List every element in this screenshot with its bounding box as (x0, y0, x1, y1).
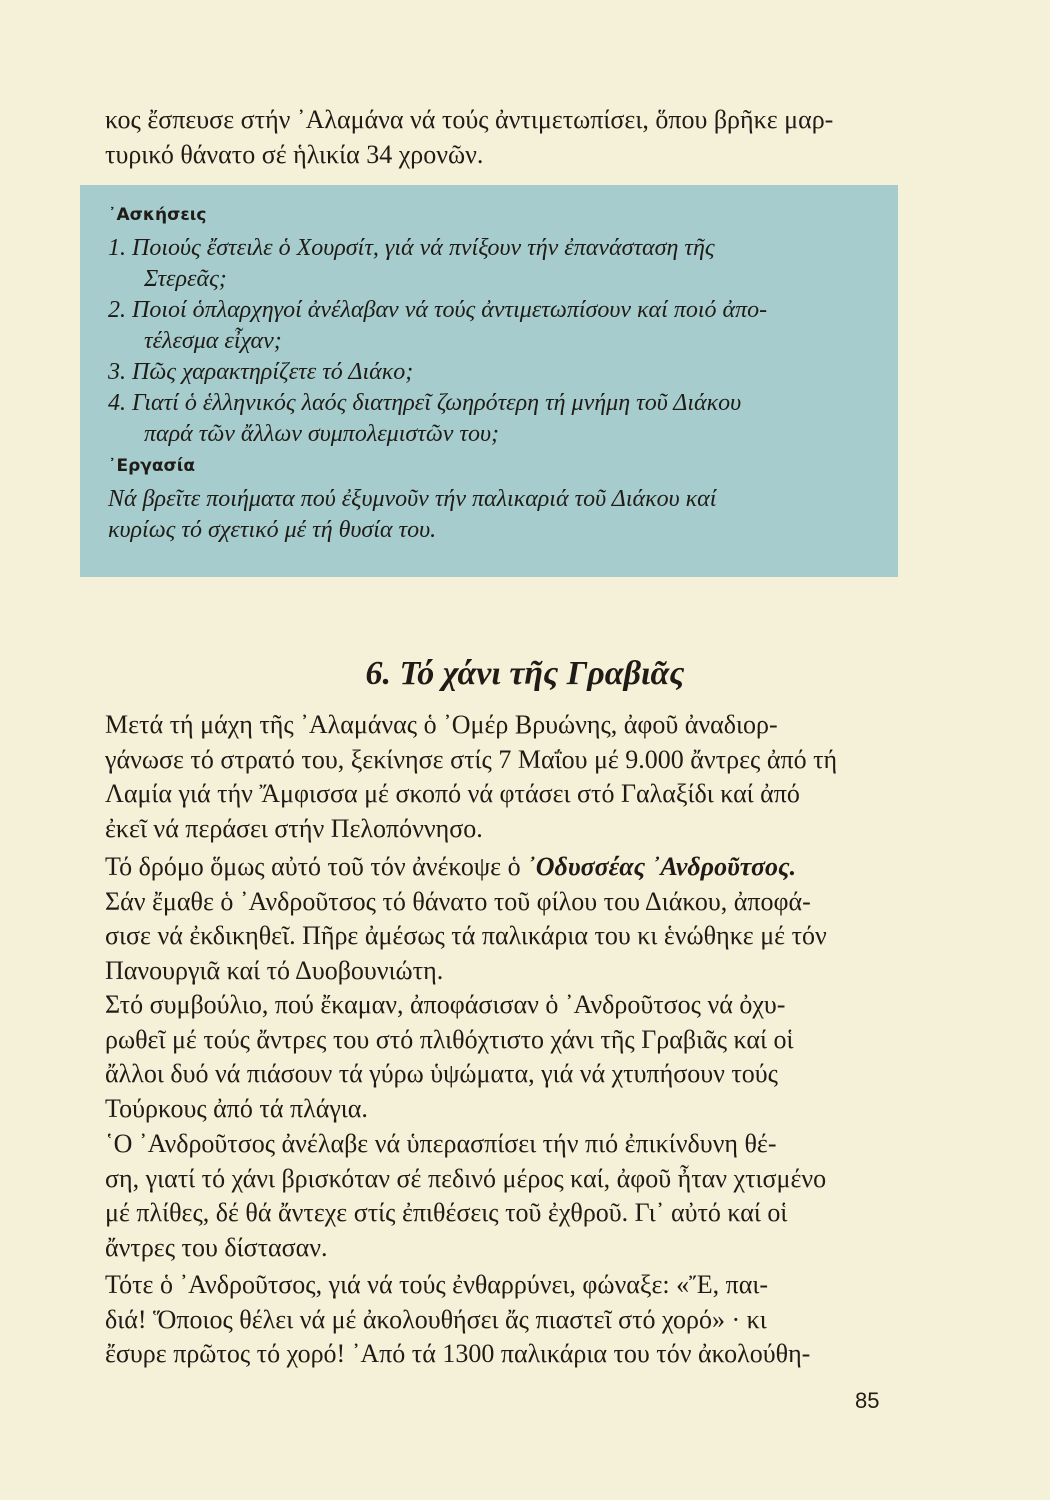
task-line: Νά βρεῖτε ποιήματα πού ἐξυμνοῦν τήν παλικαριά τοῦ Διάκου καί (108, 486, 717, 512)
text-line: τυρικό θάνατο σέ ἡλικία 34 χρονῶν. (105, 139, 484, 169)
text-line: Λαμία γιά τήν Ἄμφισσα μέ σκοπό νά φτάσει στό Γαλαξίδι καί ἀπό (105, 779, 800, 808)
question-1: 1. Ποιούς ἔστειλε ὁ Χουρσίτ, γιά νά πνίξουν τήν ἐπανάσταση τῆς (108, 235, 715, 261)
intro-paragraph (105, 103, 900, 172)
text-line: ρωθεῖ μέ τούς ἄντρες του στό πλιθόχτιστο χάνι τῆς Γραβιᾶς καί οἱ (105, 1024, 794, 1054)
text-line: διά! Ὅποιος θέλει νά μέ ἀκολουθήσει ἄς πιαστεῖ στό χορό» · κι (105, 1304, 767, 1334)
question-1-continued: Στερεᾶς; (144, 266, 227, 292)
question-2: 2. Ποιοί ὁπλαρχηγοί ἀνέλαβαν νά τούς ἀντιμετωπίσουν καί ποιό ἀπο- (108, 297, 768, 323)
text-line: ἔσυρε πρῶτος τό χορό! ᾿Από τά 1300 παλικάρια του τόν ἀκολούθη- (105, 1339, 811, 1368)
question-4-continued: παρά τῶν ἄλλων συμπολεμιστῶν του; (144, 421, 500, 447)
paragraph-5 (105, 1268, 900, 1372)
text-line: Μετά τή μάχη τῆς ᾿Αλαμάνας ὁ ᾿Ομέρ Βρυώνης, ἀφοῦ ἀναδιορ- (105, 710, 778, 739)
text-line: γάνωσε τό στρατό του, ξεκίνησε στίς 7 Μαΐου μέ 9.000 ἄντρες ἀπό τή (105, 744, 838, 774)
text-line: ἄντρες του δίστασαν. (105, 1232, 328, 1262)
paragraph-2 (105, 850, 900, 988)
person-name: ᾿Οδυσσέας ᾿Ανδροῦτσος. (527, 852, 797, 881)
text-line: Στό συμβούλιο, πού ἔκαμαν, ἀποφάσισαν ὁ ᾿Ανδροῦτσος νά ὀχυ- (105, 990, 786, 1019)
page-number: 85 (855, 1388, 880, 1413)
exercises-heading: ᾿Ασκήσεις (108, 205, 207, 225)
question-3: 3. Πῶς χαρακτηρίζετε τό Διάκο; (108, 359, 414, 385)
paragraph-4 (105, 1127, 900, 1265)
paragraph-1 (105, 708, 900, 846)
text-line: κος ἔσπευσε στήν ᾿Αλαμάνα νά τούς ἀντιμετωπίσει, ὅπου βρῆκε μαρ- (105, 105, 834, 134)
text-line: ῾Ο ᾿Ανδροῦτσος ἀνέλαβε νά ὑπερασπίσει τήν πιό ἐπικίνδυνη θέ- (105, 1129, 777, 1158)
paragraph-3 (105, 988, 900, 1126)
text-line: Τούρκους ἀπό τά πλάγια. (105, 1093, 368, 1123)
question-4: 4. Γιατί ὁ ἑλληνικός λαός διατηρεῖ ζωηρότερη τή μνήμη τοῦ Διάκου (108, 390, 742, 416)
text-line (105, 850, 900, 885)
text-line: ση, γιατί τό χάνι βρισκόταν σέ πεδινό μέρος καί, ἀφοῦ ἦταν χτισμένο (105, 1163, 827, 1193)
task-heading: ᾿Εργασία (108, 456, 196, 476)
text-line: Σάν ἔμαθε ὁ ᾿Ανδροῦτσος τό θάνατο τοῦ φίλου του Διάκου, ἀποφά- (105, 886, 811, 916)
task-line: κυρίως τό σχετικό μέ τή θυσία του. (108, 517, 437, 543)
text-line: ἄλλοι δυό νά πιάσουν τά γύρω ὑψώματα, γιά νά χτυπήσουν τούς (105, 1059, 778, 1088)
text-line: Πανουργιᾶ καί τό Δυοβουνιώτη. (105, 955, 444, 985)
question-2-continued: τέλεσμα εἶχαν; (144, 328, 282, 354)
section-title: 6. Τό χάνι τῆς Γραβιᾶς (365, 655, 685, 692)
text-line: ἐκεῖ νά περάσει στήν Πελοπόννησο. (105, 813, 483, 843)
text-run: Τό δρόμο ὅμως αὐτό τοῦ τόν ἀνέκοψε ὁ (105, 852, 528, 881)
text-line: σισε νά ἐκδικηθεῖ. Πῆρε ἀμέσως τά παλικάρια του κι ἑνώθηκε μέ τόν (105, 921, 827, 950)
text-line: Τότε ὁ ᾿Ανδροῦτσος, γιά νά τούς ἐνθαρρύνει, φώναξε: «Ἔ, παι- (105, 1270, 769, 1299)
exercises-box (80, 185, 898, 577)
text-line: μέ πλίθες, δέ θά ἄντεχε στίς ἐπιθέσεις τοῦ ἐχθροῦ. Γι᾿ αὐτό καί οἱ (105, 1198, 788, 1227)
